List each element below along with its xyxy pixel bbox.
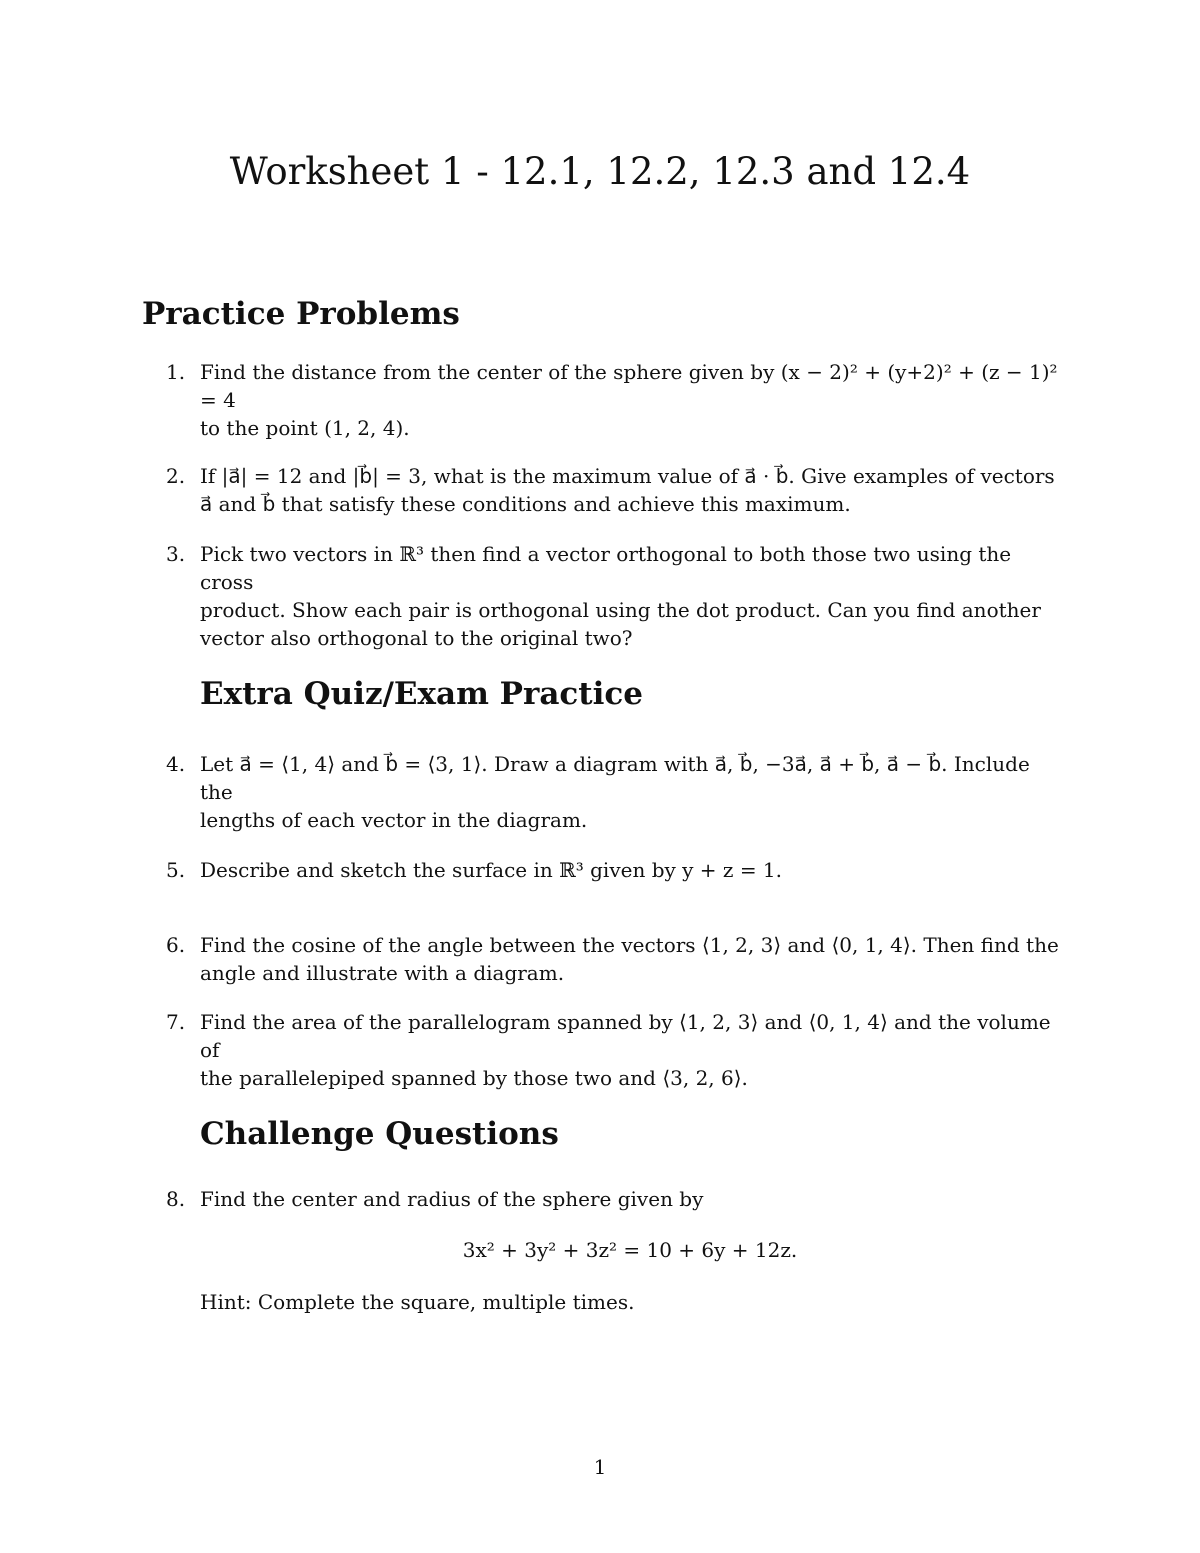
problem-line: to the point (1, 2, 4). [200,416,410,440]
problem-line: Find the center and radius of the sphere given by [200,1187,704,1211]
problem-number: 1. [166,360,186,384]
problem-number: 3. [166,542,186,566]
problem-6 [166,931,1066,987]
page-number: 1 [593,1455,607,1479]
problem-line: a⃗ and b⃗ that satisfy these conditions and achieve this maximum. [200,492,851,516]
problem-7 [166,1008,1066,1092]
problem-line: Describe and sketch the surface in ℝ³ given by y + z = 1. [200,858,783,882]
problem-number: 2. [166,464,186,488]
problem-3 [166,540,1066,652]
challenge-equation: 3x² + 3y² + 3z² = 10 + 6y + 12z. [462,1238,798,1262]
problem-line: Find the area of the parallelogram spanned by ⟨1, 2, 3⟩ and ⟨0, 1, 4⟩ and the volume of [200,1010,1051,1062]
hint-text: Hint: Complete the square, multiple times. [200,1290,635,1314]
problem-5 [166,856,1066,884]
problem-line: vector also orthogonal to the original two? [200,626,633,650]
problem-4 [166,750,1066,834]
problem-number: 5. [166,858,186,882]
problem-line: Pick two vectors in ℝ³ then find a vector orthogonal to both those two using the cross [200,542,1012,594]
section-heading-practice: Practice Problems [142,296,460,332]
problem-number: 7. [166,1010,186,1034]
problem-line: Let a⃗ = ⟨1, 4⟩ and b⃗ = ⟨3, 1⟩. Draw a diagram with a⃗, b⃗, −3a⃗, a⃗ + b⃗, a⃗ − b⃗. Include the [200,752,1030,804]
page-title: Worksheet 1 - 12.1, 12.2, 12.3 and 12.4 [229,150,971,193]
problem-line: the parallelepiped spanned by those two and ⟨3, 2, 6⟩. [200,1066,748,1090]
problem-line: Find the cosine of the angle between the vectors ⟨1, 2, 3⟩ and ⟨0, 1, 4⟩. Then find the [200,933,1059,957]
problem-number: 6. [166,933,186,957]
problem-1 [166,358,1066,442]
problem-line: lengths of each vector in the diagram. [200,808,588,832]
problem-line: product. Show each pair is orthogonal using the dot product. Can you find another [200,598,1041,622]
problem-2 [166,462,1066,518]
problem-number: 8. [166,1187,186,1211]
problem-8 [166,1185,1066,1213]
problem-number: 4. [166,752,186,776]
problem-line: angle and illustrate with a diagram. [200,961,565,985]
problem-line: Find the distance from the center of the sphere given by (x − 2)² + (y+2)² + (z − 1)² = 4 [200,360,1058,412]
section-heading-extra: Extra Quiz/Exam Practice [200,676,643,712]
problem-line: If |a⃗| = 12 and |b⃗| = 3, what is the maximum value of a⃗ · b⃗. Give examples of vectors [200,464,1055,488]
section-heading-challenge: Challenge Questions [200,1116,559,1152]
